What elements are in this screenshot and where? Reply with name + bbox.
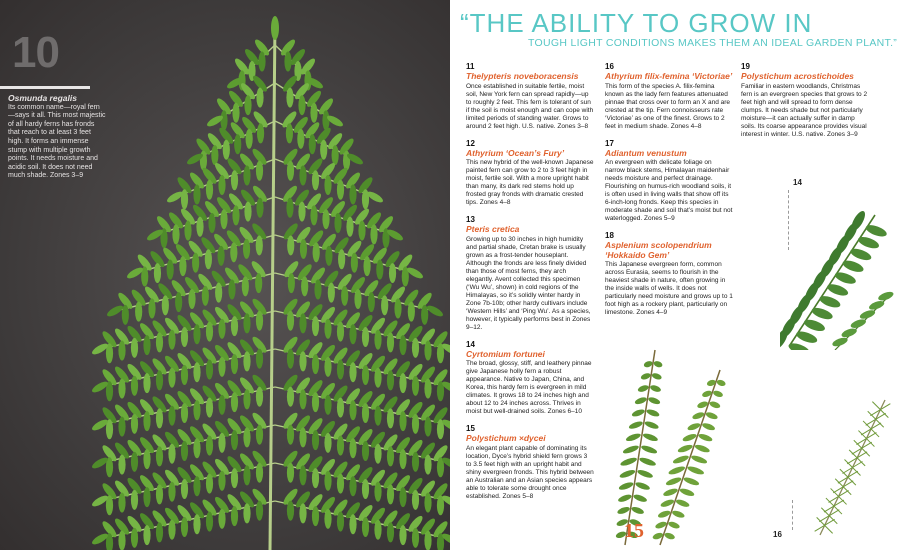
fern-entry-19: [741, 62, 871, 139]
fern-entry-13: [466, 215, 594, 332]
entry-name: Asplenium scolopendrium ‘Hokkaido Gem’: [605, 240, 712, 260]
entry-description: This new hybrid of the well-known Japanese painted fern can grow to 2 to 3 feet high in moist, fertile soil. With a more upright habit than many, its dark red stems hold up frosted gray fronds with dramatic crested tips. Zones 4–8: [466, 159, 594, 206]
fern-entry-18: [605, 231, 733, 317]
caption-title: Osmunda regalis: [8, 93, 77, 103]
pull-quote: [460, 10, 900, 49]
entry-number: 19: [741, 62, 750, 71]
entry-name: Athyrium ‘Ocean’s Fury’: [466, 147, 565, 158]
entry-name: Pteris cretica: [466, 224, 520, 234]
entry-number: 11: [466, 62, 475, 71]
fern-entry-15: [466, 424, 594, 501]
entry-description: This form of the species A. filix-femina known as the lady fern features attenuated pinnae that cross over to form an X and are crested at the tip. Fern connoisseurs rate ‘Victoriae’ as one of the finest. Grows to 2 feet in medium shade. Zones 4–8: [605, 82, 731, 130]
entry-name: Thelypteris noveboracensis: [466, 71, 579, 81]
entry-number: 15: [466, 424, 475, 433]
entry-number: 14: [466, 339, 475, 349]
leader-line-16: [792, 500, 793, 530]
right-page-text: [450, 0, 900, 550]
large-fern-number: 10: [12, 28, 59, 77]
royal-fern-photo: [60, 0, 450, 550]
entry-number: 13: [466, 215, 475, 224]
text-column-3: [741, 62, 871, 147]
specimen-label-14: 14: [793, 178, 802, 187]
entry-description: Growing up to 30 inches in high humidity and partial shade, Cretan brake is usually grown as a frost-tender houseplant. Although the fronds are less finely divided than those of most ferns, they arch elegantly. Avent collected this specimen (‘Wu Wu’, shown) in cold regions of the Himalayas, so it’s solidly winter hardy in Zone 7b-10b; other hardy cultivars include ‘Western Hills’ and ‘Ping Wu’. As a species, however, it typically performs best in Zones 9–12.: [466, 235, 591, 331]
entry-name: Polystichum ×dycei: [466, 433, 546, 443]
polystichum-dycei-photo: [600, 340, 750, 550]
entry-description: An elegant plant capable of dominating its location, Dyce’s hybrid shield fern grows 3 to 3.5 feet high with an upright habit and shiny evergreen fronds. This hybrid between an Australian and an Asian species appears able to tolerate some drought once established. Zones 5–8: [466, 444, 594, 500]
text-column-2: [605, 62, 733, 325]
entry-description: Once established in suitable fertile, moist soil, New York fern can spread rapidly—up to roughly 2 feet. This fern is tolerant of sun if the soil is moist enough and can cope with limited periods of standing water. Grows to around 2 feet high. U.S. native. Zones 3–8: [466, 82, 594, 130]
athyrium-victoriae-photo: [800, 390, 900, 540]
fern-entry-14: [466, 340, 594, 417]
entry-number: 17: [605, 138, 614, 148]
entry-name: Athyrium filix-femina ‘Victoriae’: [605, 71, 733, 81]
specimen-label-16: 16: [773, 530, 782, 539]
entry-name: Cyrtomium fortunei: [466, 348, 545, 359]
page-number: 15: [624, 520, 644, 542]
fern-entry-17: [605, 139, 733, 224]
entry-description: The broad, glossy, stiff, and leathery pinnae give Japanese holly fern a robust appearance. Native to Japan, China, and Korea, this hardy fern is evergreen in mild climates. It grows 18 to 24 inches high and about 12 to 24 inches across. Thrives in moist but well-drained soils. Zones 6–10: [466, 360, 592, 415]
pull-quote-line-1: “THE ABILITY TO GROW IN: [460, 8, 813, 38]
entry-number: 12: [466, 138, 475, 148]
text-column-1: [466, 62, 594, 509]
fern-entry-12: [466, 139, 594, 208]
caption-text: Its common name—royal fern—says it all. This most majestic of all hardy ferns has fronds that reach to at least 3 feet high. It forms an immense stump with multiple growth points. It needs moisture and acidic soil. It does not need much shade. Zones 3–9: [8, 103, 106, 180]
entry-number: 18: [605, 231, 614, 240]
cyrtomium-fern-photo: [780, 200, 900, 350]
entry-description: An evergreen with delicate foliage on narrow black stems, Himalayan maidenhair needs moisture and perfect drainage. Flourishing on humus-rich woodland soils, it is often used in living walls that show off its 6-inch-long fronds. Keep this species in moderate shade and soil that’s moist but not waterlogged. Zones 5–9: [605, 159, 733, 222]
entry-name: Polystichum acrostichoides: [741, 71, 854, 81]
fern-entry-11: [466, 62, 594, 131]
entry-description: Familiar in eastern woodlands, Christmas fern is an evergreen species that grows to 2 feet high and will spread to form dense clumps. It needs shade but not particularly moisture—it can actually suffer in damp soils. Its coarse appearance provides visual interest in winter. U.S. native. Zones 3–9: [741, 82, 868, 138]
entry-description: This Japanese evergreen form, common across Eurasia, seems to flourish in the heaviest shade in nature, often growing in the inside walls of wells. It does not particularly need moisture and grows up to 1 foot high as a rockery plant, particularly on limestone. Zones 4–9: [605, 261, 733, 316]
entry-number: 16: [605, 62, 614, 71]
pull-quote-line-2: TOUGH LIGHT CONDITIONS MAKES THEM AN IDEAL GARDEN PLANT.”: [528, 37, 898, 49]
entry-name: Adiantum venustum: [605, 147, 687, 158]
fern-entry-16: [605, 62, 733, 131]
